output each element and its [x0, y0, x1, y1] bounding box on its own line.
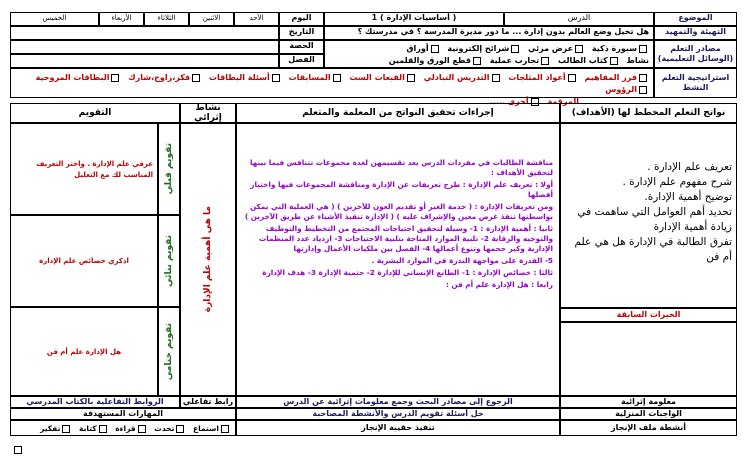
resources-label: مصادر التعلم (الوسائل التعليمية) [654, 40, 737, 68]
checkbox-icon[interactable] [541, 57, 549, 65]
intro-label: التهيئة والتمهيد [654, 26, 737, 40]
skill-speaking[interactable]: تحدث [154, 424, 186, 433]
checkbox-icon[interactable] [639, 74, 647, 82]
checkbox-icon[interactable] [62, 425, 70, 433]
eval-formative-text: اذكري خصائص علم الإدارة [10, 215, 158, 307]
eval-final-label: تقويم ختامي [164, 322, 174, 381]
prior-knowledge-cell [560, 322, 737, 396]
class-cells [10, 54, 279, 68]
topic-label: الموضوع [654, 12, 737, 26]
strategy-concept-sort[interactable]: فرز المفاهيم [584, 73, 649, 82]
period-cells [10, 40, 279, 54]
resource-paper-pens[interactable]: قطع الورق والقلمين [389, 56, 483, 65]
outcome-item: تعريف علم الإدارة . [647, 161, 732, 173]
lesson-title: ( أساسيات الإدارة ) 1 [371, 13, 457, 22]
strategy-sticks[interactable]: أعواد المثلجات [508, 73, 577, 82]
info-text: الرجوع إلى مصادر البحث وجمع معلومات إثرائية عن الدرس [236, 396, 560, 408]
strategy-think-pair-share[interactable]: فكر،زاوج،شارك [128, 73, 202, 82]
strategy-card-questions[interactable]: أسئلة البطاقات [209, 73, 282, 82]
info-label: معلومة إثرائية [560, 396, 737, 408]
strategy-label: استراتيجية التعلم النشط [654, 68, 737, 98]
checkbox-icon[interactable] [138, 425, 146, 433]
outcome-item: توضيح أهمية الإدارة. [644, 191, 732, 203]
eval-final-text: هل الإدارة علم أم فن [10, 307, 158, 396]
period-label: الحصة [279, 40, 324, 54]
date-label: التاريخ [279, 26, 324, 40]
eval-pre-label: تقويم قبلي [164, 143, 174, 195]
portfolio-label: أنشطة ملف الإنجاز [560, 420, 737, 436]
resources-cell [324, 40, 654, 68]
intro-text: هل تخيل وضع العالم بدون إدارة ... ما دور مديرة المدرسة ؟ في مدرستك ؟ [324, 26, 654, 40]
class-label: الفصل [279, 54, 324, 68]
strategies-cell [10, 68, 654, 106]
activity-text: ما هي أهمية علم الإدارة [203, 206, 213, 313]
checkbox-icon[interactable] [221, 425, 229, 433]
checkbox-icon[interactable] [111, 74, 119, 82]
strategy-other[interactable]: أخرى ..... [490, 97, 541, 106]
day-sunday: الأحد [234, 12, 279, 26]
resource-experiments[interactable]: تجارب عملية [490, 56, 551, 65]
outcome-item: شرح مفهوم علم الإدارة . [622, 176, 732, 188]
checkbox-icon[interactable] [431, 45, 439, 53]
checkbox-icon[interactable] [639, 86, 647, 94]
procedure-paragraph: 5- القدرة على مواجهة الندرة في الموارد البشرية . [371, 256, 553, 265]
checkbox-icon[interactable] [333, 74, 341, 82]
procedure-paragraph: ومن تعريفات الإدارة : ( خدمة الغير أو تقديم العون للآخرين ) ( هي العملية التي يمكن بواسطتها تنفذ غرض معين والإشراف عليه ) ( الإدارة تنفيذ الأشياء عن طريق الآخرين ) [244, 202, 553, 221]
strategy-heads[interactable]: الرؤوس [605, 85, 649, 94]
eval-formative-label: تقويم بنائي [164, 235, 174, 287]
procedures-cell [236, 123, 560, 396]
checkbox-icon[interactable] [99, 425, 107, 433]
eval-pre-label-cell [158, 123, 180, 215]
checkbox-icon[interactable] [272, 74, 280, 82]
resource-video[interactable]: عرض مرئي [528, 44, 585, 53]
strategy-reciprocal[interactable]: التدريس التبادلي [424, 73, 502, 82]
outcomes-header: نواتج التعلم المخطط لها (الأهداف) [560, 103, 737, 123]
checkbox-icon[interactable] [639, 45, 647, 53]
skill-reading[interactable]: قراءة [115, 424, 147, 433]
procedure-paragraph: مناقشة الطالبات في مفردات الدرس بعد تقسيمهن لعدة مجموعات تتنافس فيما بينها لتحقيق الأهداف : [249, 158, 553, 177]
checkbox-icon[interactable] [176, 425, 184, 433]
link-label: رابط تفاعلي [180, 396, 236, 408]
lesson-label: الدرس [504, 12, 654, 26]
outcome-item: تفرق الطالبة في الإدارة هل هي علم أم فن [574, 236, 732, 263]
procedure-paragraph: رابعا : هل الإدارة علم أم فن : [445, 280, 553, 289]
checkbox-icon[interactable] [407, 74, 415, 82]
checkbox-icon[interactable] [492, 74, 500, 82]
skills-label: المهارات المستهدفة [10, 408, 236, 420]
procedure-paragraph: ثالثا : خصائص الإدارة : 1- الطابع الإنساني للإدارة 2- حتمية الإدارة 3- هدف الإدارة [262, 268, 553, 277]
day-label: اليوم [279, 12, 324, 26]
link-text[interactable]: الروابط التفاعلية بالكتاب المدرسي [10, 396, 180, 408]
outcome-item: تحديد أهم العوامل التي ساهمت في زيادة أهمية الإدارة [577, 206, 732, 233]
outcomes-cell [560, 123, 737, 308]
checkbox-icon[interactable] [473, 57, 481, 65]
homework-text: حل أسئلة تقويم الدرس والأنشطة المصاحبة [236, 408, 560, 420]
day-tuesday: الثلاثاء [144, 12, 189, 26]
checkbox-icon[interactable] [568, 74, 576, 82]
lesson-title-cell [324, 12, 504, 26]
homework-label: الواجبات المنزلية [560, 408, 737, 420]
evaluation-header: التقويم [10, 103, 180, 123]
checkbox-icon[interactable] [192, 74, 200, 82]
skill-thinking[interactable]: تفكير [40, 424, 72, 433]
resource-slides[interactable]: شرائح إلكترونية [447, 44, 521, 53]
checkbox-icon[interactable] [14, 446, 22, 454]
procedure-paragraph: ثانيا : أهمية الإدارة : 1- وسيلة لتحقيق احتياجات المجتمع من التخطيط والتوظيف والتوجيه والرقابة 2- تلبية الموارد المتاحة بتلبية الاحتياجات 3- ازدياد عدد المنظمات الإدارية وكبر حجمها وتنوع أعمالها 4- الفصل بين ملكيات الأعمال وإدارتها [258, 224, 553, 253]
strategy-numbered: المرقمة [547, 97, 579, 106]
resource-book[interactable]: كتاب الطالب [558, 56, 620, 65]
skills-cell [10, 420, 236, 436]
strategy-contests[interactable]: المسابقات [289, 73, 343, 82]
checkbox-icon[interactable] [575, 45, 583, 53]
eval-pre-text: عرفي علم الإدارة . واختر التعريف المناسب لك مع التعليل [10, 123, 158, 215]
prior-knowledge-label: الخبرات السابقة [560, 308, 737, 322]
skill-listening[interactable]: استماع [193, 424, 231, 433]
day-thursday: الخميس [10, 12, 99, 26]
day-wednesday: الأربعاء [99, 12, 144, 26]
day-monday: الاثنين [189, 12, 234, 26]
checkbox-icon[interactable] [610, 57, 618, 65]
date-cells [10, 26, 279, 40]
checkbox-icon[interactable] [511, 45, 519, 53]
skill-writing[interactable]: كتابة [79, 424, 109, 433]
resource-activity[interactable]: نشاط [626, 56, 649, 65]
portfolio-text: تنفيذ حقيبة الإنجاز [236, 420, 560, 436]
strategy-fan-cards[interactable]: البطاقات المروحية [36, 73, 122, 82]
eval-formative-label-cell [158, 215, 180, 307]
activity-header: نشاط إثرائي [180, 103, 236, 123]
resource-papers[interactable]: أوراق [406, 44, 440, 53]
strategy-six-hats[interactable]: القبعات الست [349, 73, 416, 82]
procedure-paragraph: أولا : تعريف علم الإدارة : طرح تعريفات عن الإدارة ومناقشة المجموعات فيها واختيار أفضلها [250, 180, 553, 199]
procedures-header: إجراءات تحقيق النواتج من المعلمة والمتعلم [236, 103, 560, 123]
activity-cell [180, 123, 236, 396]
resource-smartboard[interactable]: سبورة ذكية [592, 44, 649, 53]
eval-final-label-cell [158, 307, 180, 396]
